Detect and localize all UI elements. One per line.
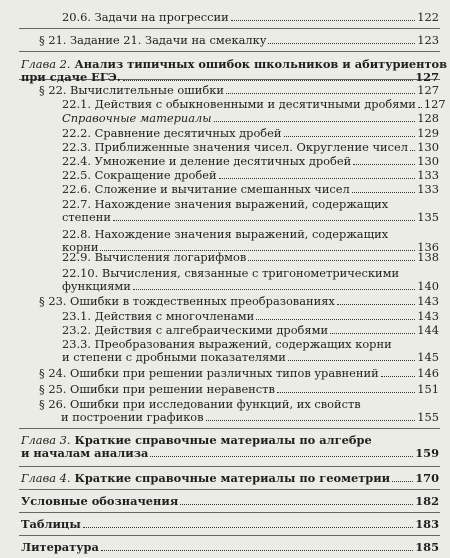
toc-entry-continuation: функциями [62, 279, 131, 293]
toc-entry-title [62, 141, 408, 154]
dot-leader [418, 107, 422, 108]
toc-entry-title [62, 169, 217, 182]
toc-entry-text: Литература [21, 540, 99, 554]
toc-entry [39, 295, 439, 308]
toc-entry-text: 22.8. Нахождение значения выражений, содержащих [62, 227, 389, 241]
toc-entry [39, 398, 439, 424]
toc-entry [21, 541, 439, 554]
dot-leader [226, 93, 415, 94]
toc-entry-text: 23.1. Действия с многочленами [62, 309, 255, 323]
toc-entry-title [62, 251, 246, 264]
toc-entry-title [62, 155, 351, 168]
toc-entry-text: 22.4. Умножение и деление десятичных дробей [62, 154, 352, 168]
toc-entry-continuation: степени [62, 210, 111, 224]
dot-leader [277, 392, 415, 393]
toc-entry-continuation: корни [62, 240, 99, 254]
toc-entry-continuation: и степени с дробными показателями [62, 350, 286, 364]
toc-entry-title [21, 472, 390, 485]
dot-leader [150, 456, 413, 457]
dot-leader [337, 304, 415, 305]
chapter-label: Глава 2. [21, 57, 71, 71]
page-number: 127 [415, 70, 439, 84]
toc-entry-text: Краткие справочные материалы по алгебре [74, 433, 372, 447]
toc-entry-text: Таблицы [21, 517, 81, 531]
toc-entry-title [21, 518, 81, 531]
dot-leader [231, 20, 416, 21]
page-number: 135 [417, 210, 439, 224]
section-divider [19, 535, 440, 536]
dot-leader [288, 360, 415, 361]
dot-leader [330, 333, 415, 334]
page-number: 129 [417, 126, 439, 140]
toc-entry [62, 251, 439, 264]
toc-entry-title [62, 127, 282, 140]
toc-entry [21, 57, 448, 84]
page-number: 130 [417, 154, 439, 168]
dot-leader [214, 121, 416, 122]
page-number: 138 [417, 250, 439, 264]
toc-entry-title [62, 183, 350, 196]
page-number: 127 [423, 97, 446, 111]
page-number: 133 [417, 182, 439, 196]
toc-entry [62, 267, 439, 293]
toc-entry-text: 22.3. Приближенные значения чисел. Округление чисел [62, 140, 408, 154]
dot-leader [133, 289, 415, 290]
dot-leader [123, 80, 413, 81]
toc-entry [62, 198, 439, 224]
page-number: 143 [417, 294, 439, 308]
toc-entry-continuation: при сдаче ЕГЭ. [21, 70, 121, 84]
dot-leader [113, 220, 415, 221]
page-number: 136 [417, 240, 439, 254]
page-number: 151 [417, 382, 439, 396]
toc-entry [62, 127, 439, 140]
dot-leader [381, 376, 416, 377]
toc-entry-text: Условные обозначения [21, 494, 179, 508]
toc-entry-text: Справочные материалы [62, 111, 212, 125]
page-number: 144 [417, 323, 439, 337]
toc-entry [62, 112, 439, 125]
toc-entry [21, 434, 439, 460]
toc-entry [62, 155, 439, 168]
page-number: 122 [417, 10, 439, 24]
toc-entry-text: § 24. Ошибки при решении различных типов уравнений [39, 366, 379, 380]
page-number: 170 [415, 471, 439, 485]
section-divider [19, 512, 440, 513]
toc-entry-title [39, 84, 224, 97]
page-number: 127 [417, 83, 439, 97]
toc-entry [39, 367, 439, 380]
section-divider [19, 428, 440, 429]
toc-entry [21, 472, 439, 485]
toc-entry-text: 20.6. Задачи на прогрессии [62, 10, 229, 24]
dot-leader [353, 164, 415, 165]
toc-entry-text: 22.6. Сложение и вычитание смешанных чисел [62, 182, 350, 196]
dot-leader [180, 504, 413, 505]
dot-leader [101, 550, 413, 551]
chapter-label: Глава 3. [21, 433, 71, 447]
page-number: 140 [417, 279, 439, 293]
toc-entry-title [39, 34, 266, 47]
toc-entry [62, 310, 439, 323]
page-number: 143 [417, 309, 439, 323]
dot-leader [392, 481, 413, 482]
toc-entry [21, 518, 439, 531]
page-number: 155 [417, 410, 439, 424]
page-number: 182 [415, 494, 439, 508]
toc-entry-text: § 23. Ошибки в тождественных преобразованиях [39, 294, 335, 308]
dot-leader [410, 150, 415, 151]
dot-leader [256, 319, 415, 320]
toc-entry-text: 23.2. Действия с алгебраическими дробями [62, 323, 329, 337]
page-number: 183 [415, 517, 439, 531]
page-number: 128 [417, 111, 439, 125]
toc-entry-text: § 26. Ошибки при исследовании функций, их свойств [39, 397, 361, 411]
toc-entry-title [62, 98, 416, 111]
toc-entry [39, 34, 439, 47]
toc-entry [39, 84, 439, 97]
page-number: 123 [417, 33, 439, 47]
dot-leader [284, 136, 416, 137]
toc-entry [62, 338, 439, 364]
toc-entry-text: § 21. Задание 21. Задачи на смекалку [39, 33, 267, 47]
section-divider [19, 466, 440, 467]
page-number: 159 [415, 446, 439, 460]
dot-leader [352, 192, 415, 193]
page-number: 133 [417, 168, 439, 182]
toc-entry [62, 324, 439, 337]
toc-entry-title [39, 295, 335, 308]
toc-entry-text: Анализ типичных ошибок школьников и абитуриентов [74, 57, 448, 71]
toc-entry-text: 22.9. Вычисления логарифмов [62, 250, 247, 264]
toc-entry-text: 22.7. Нахождение значения выражений, содержащих [62, 197, 389, 211]
toc-entry [62, 169, 439, 182]
toc-entry-text: Краткие справочные материалы по геометрии [74, 471, 391, 485]
toc-entry-title [62, 228, 388, 241]
toc-entry [62, 141, 439, 154]
toc-entry-continuation: и началам анализа [21, 446, 149, 460]
dot-leader [219, 178, 416, 179]
section-divider [19, 51, 440, 52]
toc-entry-text: § 25. Ошибки при решении неравенств [39, 382, 275, 396]
dot-leader [248, 260, 415, 261]
toc-entry-text: 22.2. Сравнение десятичных дробей [62, 126, 282, 140]
toc-entry-title [62, 324, 328, 337]
page-number: 185 [415, 540, 439, 554]
toc-entry-text: § 22. Вычислительные ошибки [39, 83, 224, 97]
toc-entry-title [39, 367, 379, 380]
toc-entry [62, 11, 439, 24]
toc-entry-title [62, 11, 229, 24]
toc-entry-text: 23.3. Преобразования выражений, содержащих корни [62, 337, 392, 351]
dot-leader [268, 43, 415, 44]
toc-entry-continuation: и построении графиков [61, 410, 204, 424]
toc-entry [39, 383, 439, 396]
toc-entry [62, 97, 446, 111]
toc-entry-text: 22.1. Действия с обыкновенными и десятичными дробями [62, 97, 416, 111]
dot-leader [83, 527, 413, 528]
dot-leader [206, 420, 416, 421]
section-divider [19, 28, 440, 29]
section-divider [19, 489, 440, 490]
toc-entry-text: 22.10. Вычисления, связанные с тригонометрическими [62, 266, 400, 280]
page-number: 146 [417, 366, 439, 380]
toc-entry-title [62, 112, 212, 125]
toc-entry-title [62, 310, 254, 323]
toc-entry-text: 22.5. Сокращение дробей [62, 168, 217, 182]
toc-entry-title [39, 383, 275, 396]
toc-entry-title [21, 541, 99, 554]
toc-entry-title [21, 495, 178, 508]
page-number: 145 [417, 350, 439, 364]
chapter-label: Глава 4. [21, 471, 71, 485]
toc-entry [21, 495, 439, 508]
page-number: 130 [417, 140, 439, 154]
toc-entry [62, 183, 439, 196]
